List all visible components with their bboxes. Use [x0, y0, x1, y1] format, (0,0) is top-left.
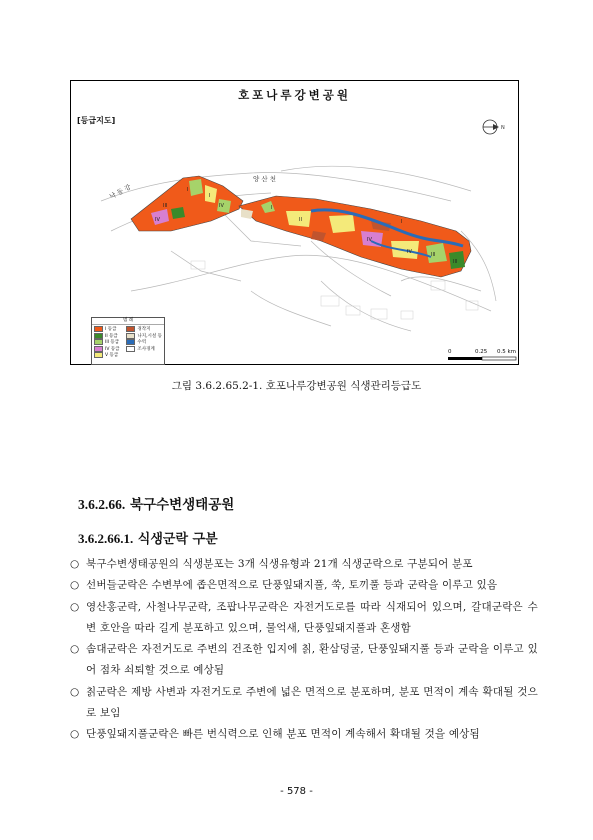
list-item [68, 575, 538, 596]
bullet-mark: ○ [70, 728, 80, 741]
legend-label: 경작지 [137, 327, 151, 333]
subsection-number: 3.6.2.66.1. [78, 531, 134, 546]
section-title: 북구수변생태공원 [129, 497, 235, 513]
grade-mark: I [271, 205, 273, 211]
list-item [68, 639, 538, 682]
figure-caption: 그림 3.6.2.65.2-1. 호포나루강변공원 식생관리등급도 [171, 380, 422, 392]
legend-swatch [94, 333, 103, 339]
grade-mark: III [453, 259, 458, 265]
list-item-text: 북구수변생태공원의 식생분포는 3개 식생유형과 21개 식생군락으로 구분되어 분포 [86, 558, 473, 570]
legend-label: V 등급 [105, 353, 119, 359]
legend-label: III 등급 [105, 340, 120, 346]
legend-item [126, 346, 162, 353]
subsection-heading [78, 528, 218, 547]
section-number: 3.6.2.66. [78, 497, 126, 512]
list-item-text: 솜대군락은 자전거도로 주변의 건조한 입지에 칡, 환삼덩굴, 단풍잎돼지풀 등과 군락을 이루고 있어 점차 쇠퇴할 것으로 예상됨 [86, 643, 538, 677]
list-item [68, 724, 538, 745]
bullet-list [68, 554, 538, 746]
grade-mark: III [431, 252, 436, 258]
list-item [68, 554, 538, 575]
list-item [68, 682, 538, 725]
list-item-text: 칡군락은 제방 사변과 자전거도로 주변에 넓은 면적으로 분포하며, 분포 면적이 계속 확대될 것으로 보임 [86, 685, 538, 720]
legend-swatch [126, 346, 135, 352]
legend-label: 나지,시설 등 [137, 333, 162, 339]
page-number: - 578 - [280, 786, 313, 797]
map-legend [91, 317, 165, 365]
bullet-mark: ○ [70, 558, 80, 570]
legend-swatch [94, 326, 103, 332]
scale-tick: 0 [448, 349, 452, 355]
north-arrow-icon [483, 120, 505, 134]
scale-bar [448, 357, 516, 360]
legend-label: I 등급 [105, 327, 117, 333]
legend-label: 수역 [137, 340, 147, 346]
subsection-title: 식생군락 구분 [137, 532, 218, 547]
grade-mark: III [163, 203, 168, 209]
legend-label: IV 등급 [105, 346, 120, 352]
legend-label: 조사경계 [137, 346, 155, 352]
grade-mark: I [187, 187, 189, 193]
grade-mark: IV [407, 249, 412, 255]
legend-swatch [126, 326, 135, 332]
legend-item [94, 352, 126, 359]
figure-title: 호포나루강변공원 [238, 88, 351, 102]
legend-item [126, 333, 162, 340]
figure-subtitle: [등급지도] [77, 116, 116, 125]
legend-label: II 등급 [105, 333, 118, 339]
bullet-mark: ○ [70, 643, 80, 656]
legend-swatch [94, 339, 103, 345]
list-item [68, 597, 538, 640]
bullet-mark: ○ [70, 600, 80, 613]
list-item-text: 단풍잎돼지풀군락은 빠른 번식력으로 인해 분포 면적이 계속해서 확대될 것을 예상됨 [86, 728, 480, 741]
grade-mark: II [299, 217, 302, 223]
legend-swatch [126, 333, 135, 339]
legend-swatch [94, 352, 103, 358]
list-item-text: 영산홍군락, 사철나무군락, 조팝나무군락은 자전거도로를 따라 식재되어 있으며, 갈대군락은 수변 호안을 따라 길게 분포하고 있으며, 물억새, 단풍잎돼지풀과 혼생함 [86, 600, 538, 634]
grade-mark: I [209, 193, 211, 199]
bullet-mark: ○ [70, 685, 80, 698]
bullet-mark: ○ [70, 579, 80, 592]
river-label-nakdong: 낙 동 강 [108, 182, 133, 201]
grade-mark: IV [155, 217, 160, 223]
section-heading [78, 493, 234, 513]
legend-column-left [94, 326, 126, 359]
legend-swatch [126, 339, 135, 345]
scale-tick: 0.5 km [497, 349, 517, 355]
legend-header: 범 례 [92, 318, 164, 325]
river-label-yangsan: 양 산 천 [253, 175, 276, 183]
scale-tick: 0.25 [475, 349, 488, 355]
legend-swatch [94, 346, 103, 352]
grade-mark: I [401, 219, 403, 225]
list-item-text: 선버들군락은 수변부에 좁은면적으로 단풍잎돼지풀, 쑥, 토끼풀 등과 군락을 이루고 있음 [86, 579, 498, 592]
svg-text:N: N [501, 125, 505, 131]
map-figure [70, 80, 519, 365]
grade-mark: IV [219, 203, 224, 209]
legend-column-right [126, 326, 162, 359]
grade-mark: IV [367, 237, 372, 243]
